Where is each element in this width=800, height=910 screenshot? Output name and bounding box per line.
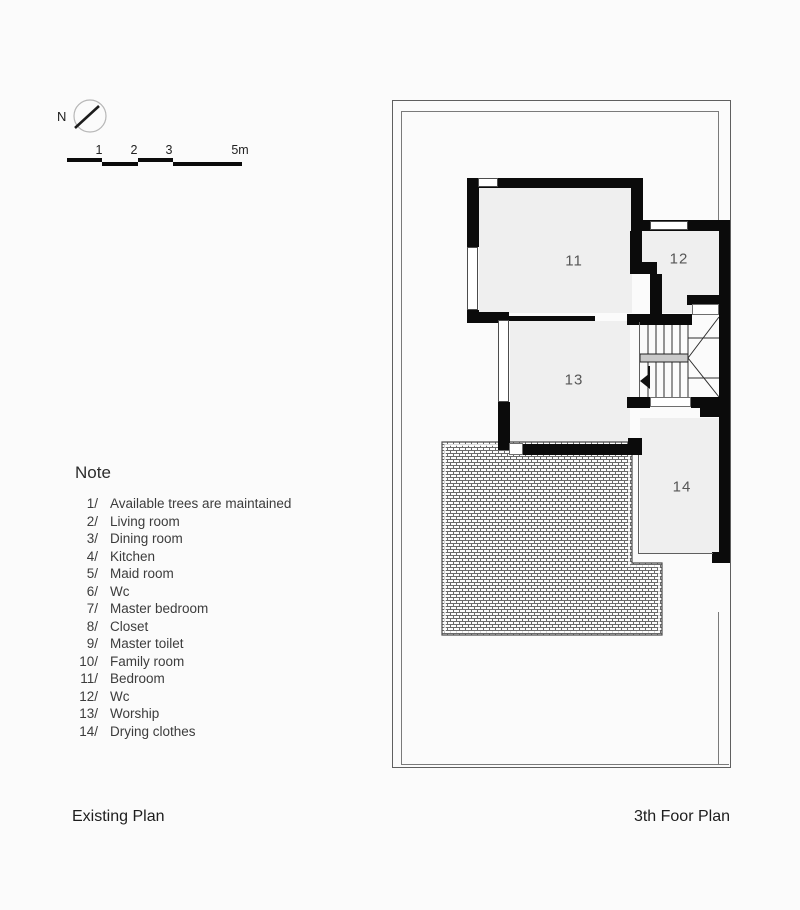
wall-segment: [650, 274, 662, 318]
stair-direction-arrow-icon: [640, 366, 650, 389]
wall-segment: [691, 397, 730, 408]
note-item-number: 4/: [86, 548, 98, 564]
note-item-label: Master bedroom: [110, 601, 209, 617]
note-item-label: Maid room: [110, 566, 174, 582]
stair-handrail: [640, 354, 688, 362]
note-item-number: 2/: [86, 513, 98, 529]
note-item-number: 14/: [79, 723, 98, 739]
north-label: N: [57, 109, 67, 124]
note-item-label: Master toilet: [110, 636, 184, 652]
note-item-number: 10/: [79, 653, 98, 669]
room-label-11: 11: [565, 252, 583, 270]
stair-edge-line: [639, 322, 640, 397]
door-opening: [692, 304, 719, 315]
window: [650, 221, 688, 230]
wall-segment: [628, 438, 642, 445]
note-title: Note: [75, 463, 111, 482]
note-item-label: Closet: [110, 618, 149, 634]
room-14-edge-line: [638, 553, 713, 554]
note-item-number: 1/: [86, 496, 98, 512]
window: [498, 320, 509, 402]
wall-segment: [627, 314, 692, 325]
caption-existing-plan: Existing Plan: [72, 808, 165, 825]
note-item-label: Wc: [110, 583, 130, 599]
note-item-label: Bedroom: [110, 671, 165, 687]
wall-segment: [523, 444, 642, 455]
wall-segment: [631, 188, 643, 231]
scale-tick-1: 1: [95, 143, 103, 157]
note-item-label: Worship: [110, 706, 160, 722]
note-item-number: 8/: [86, 618, 98, 634]
note-item-label: Family room: [110, 653, 185, 669]
note-item-number: 12/: [79, 688, 98, 704]
room-14-edge-line: [638, 455, 639, 553]
wall-segment: [509, 316, 595, 321]
room-label-14: 14: [672, 478, 692, 496]
note-item-label: Available trees are maintained: [110, 496, 292, 512]
wall-segment: [630, 262, 657, 274]
wall-segment: [700, 408, 719, 417]
note-item-label: Dining room: [110, 531, 183, 547]
note-item-number: 5/: [86, 566, 98, 582]
note-item-number: 6/: [86, 583, 98, 599]
wall-segment: [712, 552, 730, 563]
scale-tick-2: 2: [130, 143, 138, 157]
note-item-label: Living room: [110, 513, 180, 529]
scale-tick-3: 3: [165, 143, 173, 157]
door-opening: [509, 443, 523, 455]
note-item-number: 13/: [79, 706, 98, 722]
window: [478, 178, 498, 187]
note-item-number: 9/: [86, 636, 98, 652]
scale-tick-5m: 5m: [231, 143, 249, 157]
door-opening: [650, 397, 691, 407]
note-item-label: Drying clothes: [110, 723, 196, 739]
room-label-13: 13: [564, 371, 584, 389]
note-item-number: 3/: [86, 531, 98, 547]
wall-segment: [627, 397, 650, 408]
note-item-label: Kitchen: [110, 548, 156, 564]
room-label-12: 12: [669, 250, 689, 268]
wall-segment: [467, 178, 479, 247]
note-item-number: 7/: [86, 601, 98, 617]
note-item-label: Wc: [110, 688, 130, 704]
window: [467, 247, 478, 310]
note-item-number: 11/: [80, 671, 98, 687]
caption-floor-plan: 3th Foor Plan: [633, 808, 730, 825]
